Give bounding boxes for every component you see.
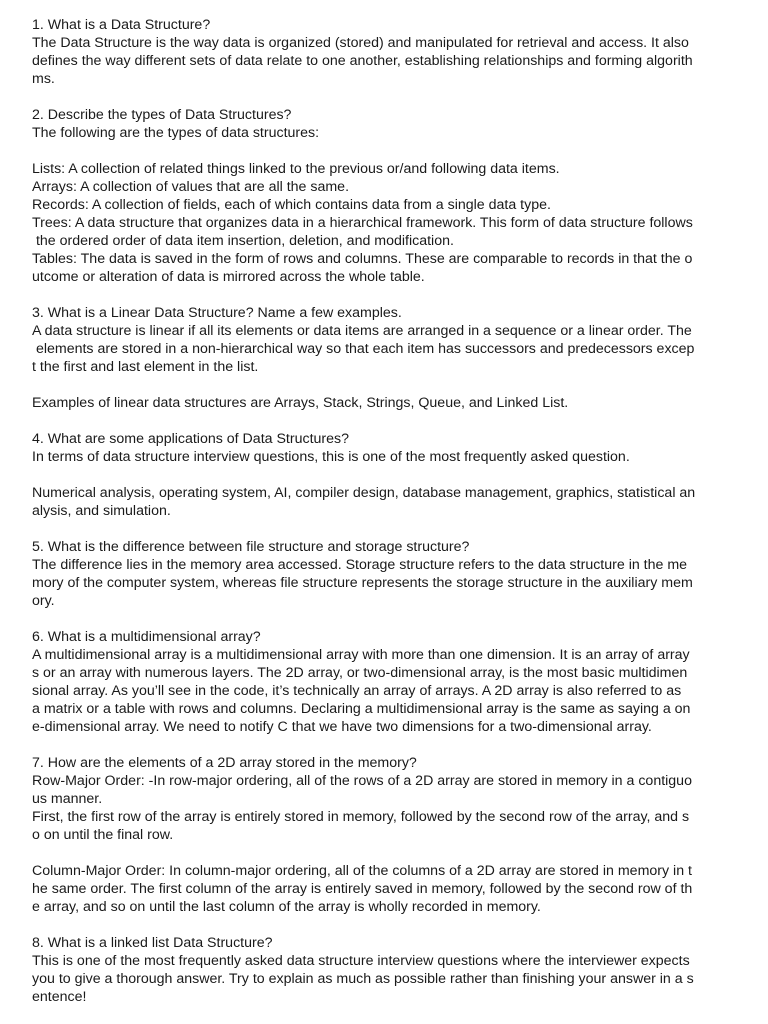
blank-line [32, 286, 742, 304]
text-line: us manner. [32, 791, 103, 807]
text-line: he same order. The first column of the array is entirely saved in memory, followed by the second row of th [32, 881, 693, 897]
text-line: Column-Major Order: In column-major ordering, all of the columns of a 2D array are stored in memory in t [32, 863, 692, 879]
text-line: a matrix or a table with rows and columns. Declaring a multidimensional array is the same as saying a on [32, 701, 691, 717]
text-line: First, the first row of the array is entirely stored in memory, followed by the second row of the array, and s [32, 809, 690, 825]
text-line: ms. [32, 71, 55, 87]
text-line: defines the way different sets of data relate to one another, establishing relationships and forming algorith [32, 53, 693, 69]
text-line: e array, and so on until the last column of the array is wholly recorded in memory. [32, 899, 541, 915]
text-line: Numerical analysis, operating system, AI, compiler design, database management, graphics, statistical an [32, 485, 696, 501]
text-line: s or an array with numerous layers. The 2D array, or two-dimensional array, is the most basic multidimen [32, 665, 688, 681]
blank-line [32, 916, 742, 934]
text-line: the ordered order of data item insertion, deletion, and modification. [32, 233, 454, 249]
text-line: Records: A collection of fields, each of which contains data from a single data type. [32, 197, 551, 213]
blank-line [32, 736, 742, 754]
text-line: elements are stored in a non-hierarchical way so that each item has successors and predecessors excep [32, 341, 695, 357]
blank-line [32, 412, 742, 430]
text-line: The Data Structure is the way data is organized (stored) and manipulated for retrieval and access. It also [32, 35, 689, 51]
text-line: t the first and last element in the list. [32, 359, 259, 375]
text-line: In terms of data structure interview questions, this is one of the most frequently asked question. [32, 449, 630, 465]
text-line: o on until the final row. [32, 827, 174, 843]
text-line: A multidimensional array is a multidimensional array with more than one dimension. It is an array of array [32, 647, 690, 663]
text-line: This is one of the most frequently asked data structure interview questions where the interviewer expects [32, 953, 690, 969]
blank-line [32, 520, 742, 538]
question-heading: 2. Describe the types of Data Structures? [32, 107, 292, 123]
text-line: e-dimensional array. We need to notify C that we have two dimensions for a two-dimensional array. [32, 719, 652, 735]
text-line: utcome or alteration of data is mirrored across the whole table. [32, 269, 425, 285]
text-line: Trees: A data structure that organizes data in a hierarchical framework. This form of data structure follows [32, 215, 693, 231]
blank-line [32, 142, 742, 160]
question-heading: 1. What is a Data Structure? [32, 17, 211, 33]
blank-line [32, 844, 742, 862]
blank-line [32, 88, 742, 106]
text-line: Examples of linear data structures are Arrays, Stack, Strings, Queue, and Linked List. [32, 395, 569, 411]
question-heading: 8. What is a linked list Data Structure? [32, 935, 273, 951]
text-line: A data structure is linear if all its elements or data items are arranged in a sequence or a linear order. The [32, 323, 692, 339]
text-line: Arrays: A collection of values that are all the same. [32, 179, 350, 195]
text-line: entence! [32, 989, 87, 1005]
question-heading: 7. How are the elements of a 2D array stored in the memory? [32, 755, 417, 771]
question-heading: 4. What are some applications of Data Structures? [32, 431, 350, 447]
question-heading: 5. What is the difference between file structure and storage structure? [32, 539, 470, 555]
text-line: The following are the types of data structures: [32, 125, 320, 141]
question-heading: 6. What is a multidimensional array? [32, 629, 261, 645]
text-line: you to give a thorough answer. Try to explain as much as possible rather than finishing your answer in a s [32, 971, 694, 987]
text-line: Row-Major Order: -In row-major ordering, all of the rows of a 2D array are stored in memory in a contiguo [32, 773, 692, 789]
text-line: mory of the computer system, whereas file structure represents the storage structure in the auxiliary mem [32, 575, 693, 591]
text-line: Tables: The data is saved in the form of rows and columns. These are comparable to records in that the o [32, 251, 693, 267]
question-heading: 3. What is a Linear Data Structure? Name a few examples. [32, 305, 402, 321]
document-page [32, 16, 742, 1006]
text-line: sional array. As you’ll see in the code, it’s technically an array of arrays. A 2D array is also referred to as [32, 683, 682, 699]
text-line: ory. [32, 593, 55, 609]
text-line: The difference lies in the memory area accessed. Storage structure refers to the data structure in the me [32, 557, 688, 573]
text-line: alysis, and simulation. [32, 503, 171, 519]
text-line: Lists: A collection of related things linked to the previous or/and following data items. [32, 161, 560, 177]
blank-line [32, 466, 742, 484]
blank-line [32, 610, 742, 628]
blank-line [32, 376, 742, 394]
